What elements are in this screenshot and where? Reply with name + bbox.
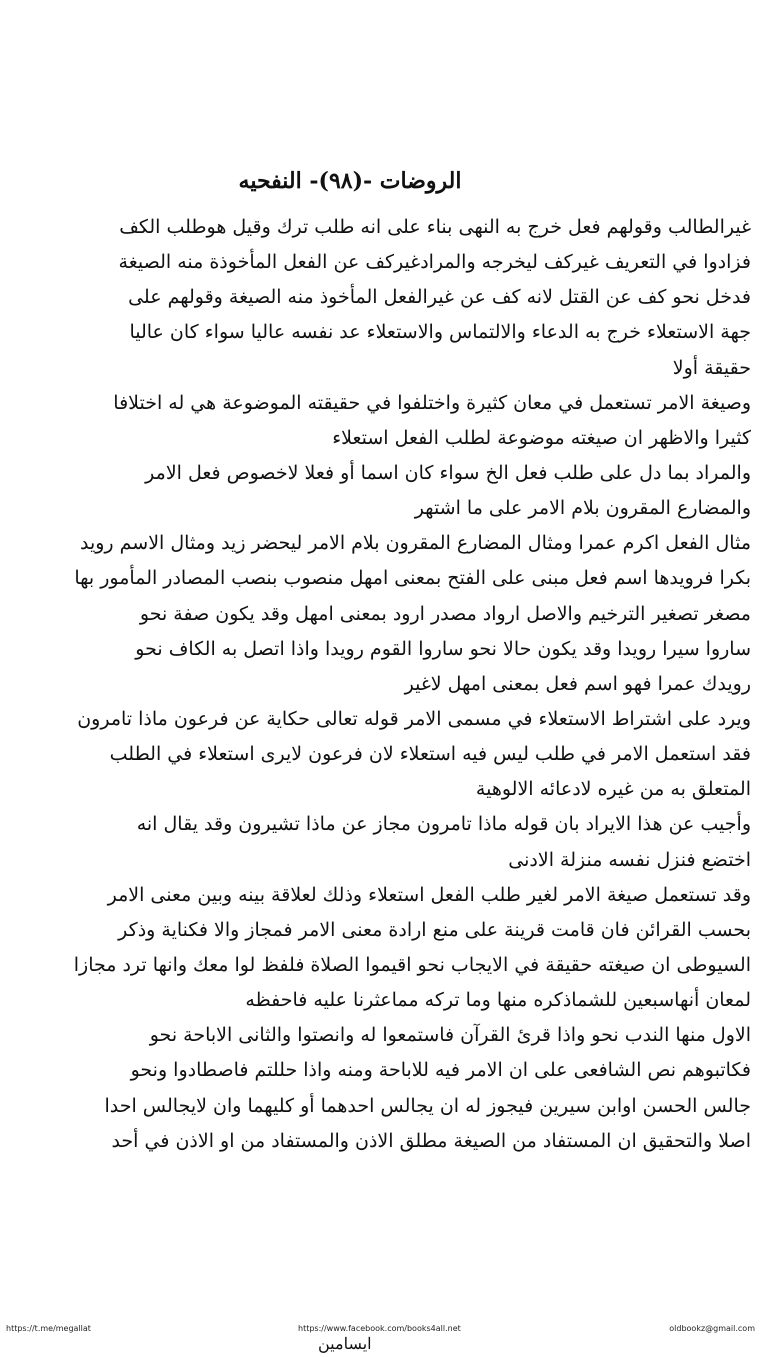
text-line: الاول منها الندب نحو واذا قرئ القرآن فاستمعوا له وانصتوا والثانى الاباحة نحو	[149, 1024, 751, 1047]
body-text	[16, 210, 751, 1159]
text-line: بحسب القرائن فان قامت قرينة على منع ارادة معنى الامر فمجاز والا فكناية وذكر	[118, 918, 751, 941]
footer-facebook-link[interactable]: https://www.facebook.com/books4all.net	[298, 1324, 461, 1333]
text-line: اختضع فنزل نفسه منزلة الادنى	[508, 848, 751, 871]
text-line: فقد استعمل الامر في طلب ليس فيه استعلاء لان فرعون لايرى استعلاء في الطلب	[109, 743, 751, 766]
text-line: جهة الاستعلاء خرج به الدعاء والالتماس والاستعلاء عد نفسه عاليا سواء كان عاليا	[129, 321, 751, 344]
footer-email[interactable]: oldbookz@gmail.com	[669, 1324, 755, 1333]
text-line: فزادوا في التعريف غيركف ليخرجه والمرادغيركف عن الفعل المأخوذة منه الصيغة	[118, 251, 751, 274]
catchword: ايسامين	[318, 1334, 372, 1353]
text-line: المتعلق به من غيره لادعائه الالوهية	[475, 778, 751, 801]
text-line: فدخل نحو كف عن القتل لانه كف عن غيرالفعل المأخوذ منه الصيغة وقولهم على	[128, 286, 751, 309]
footer	[0, 1324, 767, 1338]
text-line: فكاتبوهم نص الشافعى على ان الامر فيه للاباحة ومنه واذا حللتم فاصطادوا ونحو	[130, 1059, 751, 1082]
text-line: وأجيب عن هذا الايراد بان قوله ماذا تامرون مجاز عن ماذا تشيرون وقد يقال انه	[136, 813, 751, 836]
text-line: مصغر تصغير الترخيم والاصل ارواد مصدر ارود بمعنى امهل وقد يكون صفة نحو	[139, 602, 751, 625]
text-line: لمعان أنهاسبعين للشماذكره منها وما تركه مماعثرنا عليه فاحفظه	[245, 989, 751, 1012]
text-line: حقيقة أولا	[672, 356, 751, 379]
text-line: جالس الحسن اوابن سيرين فيجوز له ان يجالس احدهما أو كليهما وان لايجالس احدا	[104, 1094, 751, 1117]
text-line: بكرا فرويدها اسم فعل مبنى على الفتح بمعنى امهل منصوب بنصب المصادر المأمور بها	[74, 567, 751, 590]
text-line: اصلا والتحقيق ان المستفاد من الصيغة مطلق الاذن والمستفاد من او الاذن في أحد	[111, 1129, 751, 1152]
text-line: مثال الفعل اكرم عمرا ومثال المضارع المقرون بلام الامر ليحضر زيد ومثال الاسم رويد	[79, 532, 751, 555]
text-line: وقد تستعمل صيغة الامر لغير طلب الفعل استعلاء وذلك لعلاقة بينه وبين معنى الامر	[107, 883, 751, 906]
page-header: الروضات -(٩٨)- النفحيه	[238, 168, 462, 194]
text-line: السيوطى ان صيغته حقيقة في الايجاب نحو اقيموا الصلاة فلفظ لوا معك وانها ترد مجازا	[73, 953, 751, 976]
text-line: رويدك عمرا فهو اسم فعل بمعنى امهل لاغير	[404, 672, 751, 695]
text-line: والمراد بما دل على طلب فعل الخ سواء كان اسما أو فعلا لاخصوص فعل الامر	[145, 461, 751, 484]
text-line: ساروا سيرا رويدا وقد يكون حالا نحو ساروا القوم رويدا واذا اتصل به الكاف نحو	[135, 637, 751, 660]
text-line: ويرد على اشتراط الاستعلاء في مسمى الامر قوله تعالى حكاية عن فرعون ماذا تامرون	[77, 707, 751, 730]
text-line: غيرالطالب وقولهم فعل خرج به النهى بناء على انه طلب ترك وقيل هوطلب الكف	[119, 216, 751, 238]
text-line: كثيرا والاظهر ان صيغته موضوعة لطلب الفعل استعلاء	[332, 426, 751, 449]
text-line: والمضارع المقرون بلام الامر على ما اشتهر	[414, 497, 751, 520]
footer-telegram-link[interactable]: https://t.me/megallat	[6, 1324, 91, 1333]
text-line: وصيغة الامر تستعمل في معان كثيرة واختلفوا في حقيقته الموضوعة هي له اختلافا	[113, 391, 751, 414]
